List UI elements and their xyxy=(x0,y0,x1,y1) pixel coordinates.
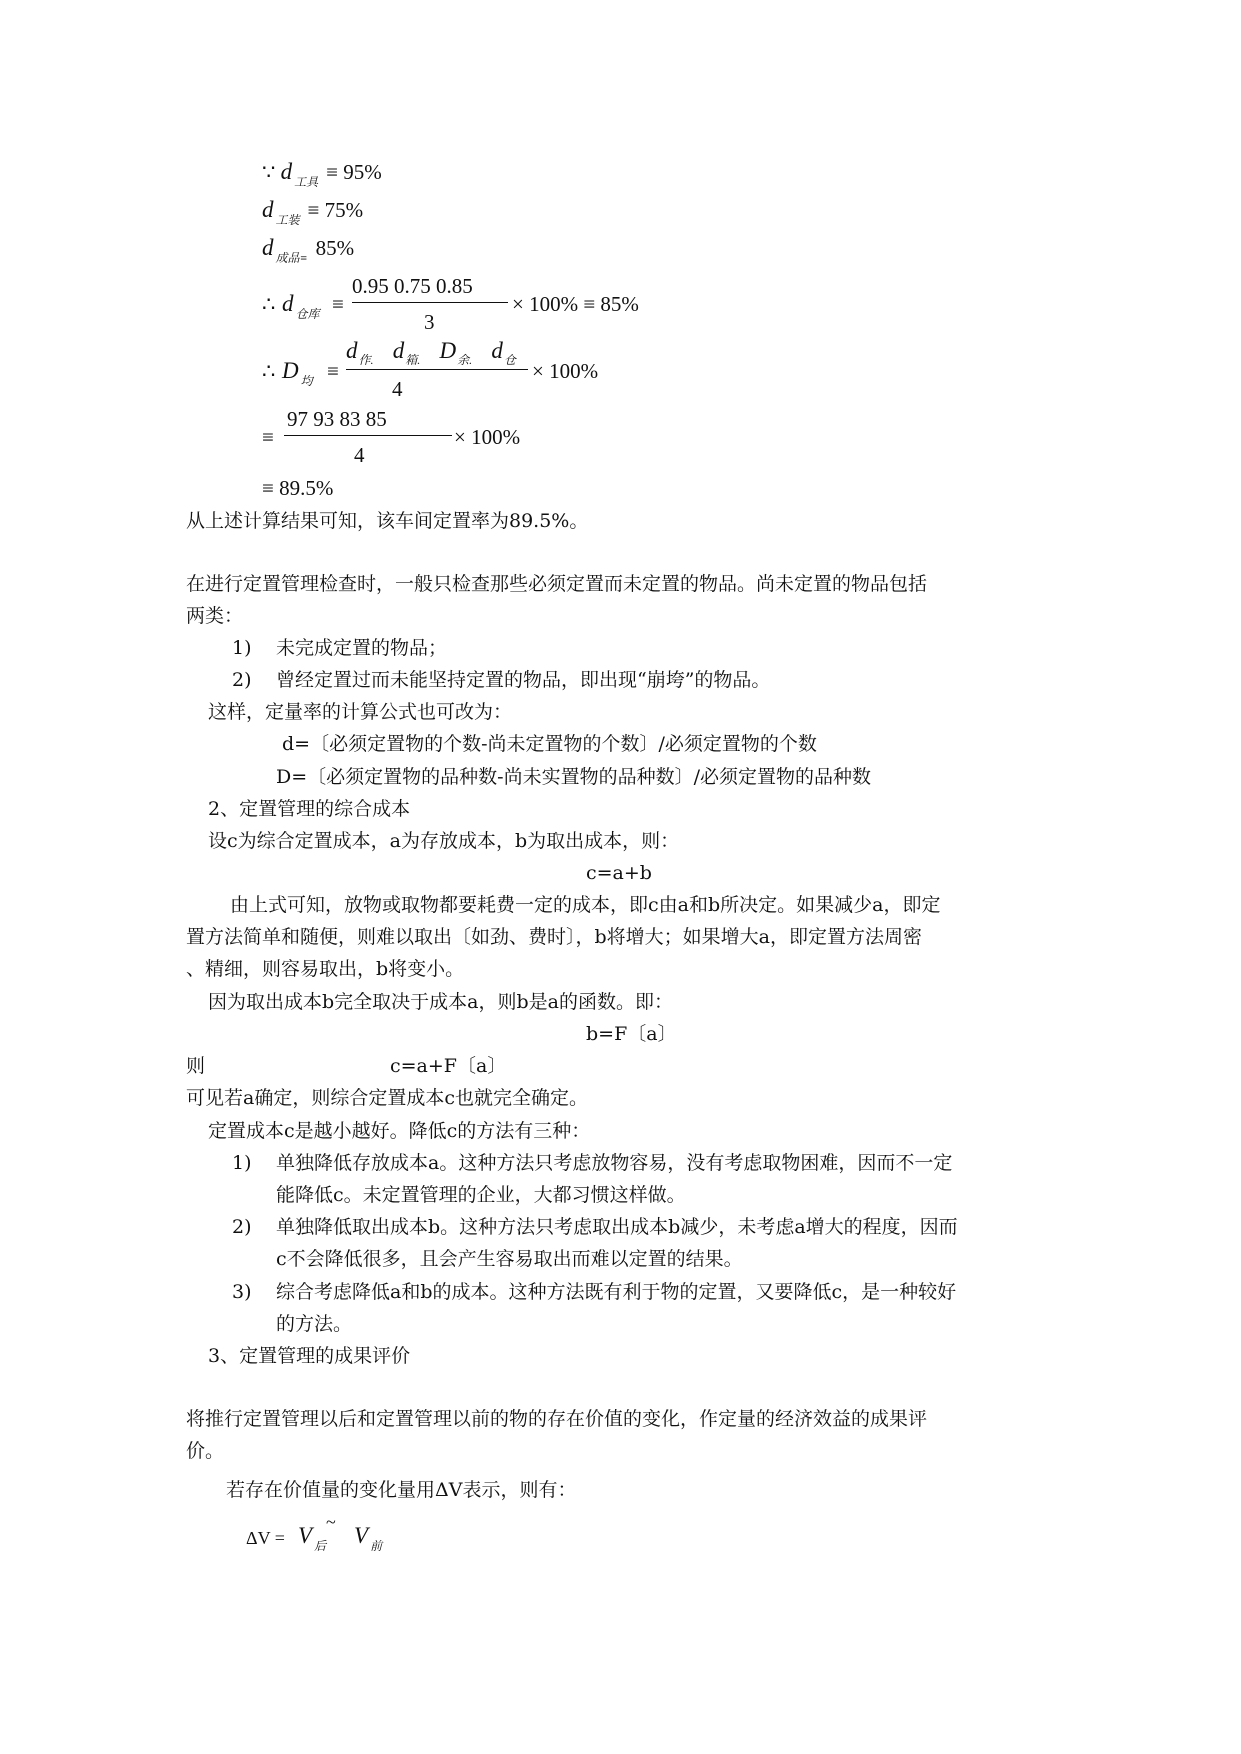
math-var: D xyxy=(282,358,299,383)
list-item: 的方法。 xyxy=(276,1313,353,1335)
fraction-bar xyxy=(284,435,452,436)
paragraph: 可见若a确定，则综合定置成本c也就完全确定。 xyxy=(186,1087,588,1109)
fraction-denominator: 3 xyxy=(424,310,435,334)
math-subscript: 仓库 xyxy=(295,307,320,321)
math-subscript: 工装 xyxy=(275,213,300,227)
paragraph: 价。 xyxy=(186,1440,225,1462)
math-value: 85% xyxy=(315,236,355,260)
tilde-symbol: ~ xyxy=(326,1512,336,1532)
list-item: 单独降低取出成本b。这种方法只考虑取出成本b减少，未考虑a增大的程度，因而 xyxy=(276,1216,958,1238)
math-value: × 100% xyxy=(532,359,599,383)
math-var: d xyxy=(262,235,274,260)
list-item: 综合考虑降低a和b的成本。这种方法既有利于物的定置，又要降低c，是一种较好 xyxy=(276,1281,957,1303)
math-subscript: 均 xyxy=(300,374,313,388)
fraction-numerator: 97 93 83 85 xyxy=(287,407,387,431)
math-line-6 xyxy=(262,407,662,473)
therefore-symbol: ∵ xyxy=(262,160,276,184)
therefore-symbol: ∴ xyxy=(262,359,276,383)
equation-label: 则 xyxy=(186,1055,206,1077)
math-subscript: 前 xyxy=(370,1539,383,1553)
list-item: 单独降低存放成本a。这种方法只考虑放物容易，没有考虑取物困难，因而不一定 xyxy=(276,1152,953,1174)
math-var: d xyxy=(282,291,294,316)
fraction-denominator: 4 xyxy=(354,443,365,467)
fraction-bar xyxy=(346,369,528,370)
math-line-4 xyxy=(262,274,662,340)
math-subscript: 成品≡ xyxy=(275,251,308,265)
list-number: 2) xyxy=(232,669,252,691)
paragraph: 由上式可知，放物或取物都要耗费一定的成本，即c由a和b所决定。如果减少a，即定 xyxy=(230,894,941,916)
list-number: 1) xyxy=(232,637,252,659)
paragraph: 将推行定置管理以后和定置管理以前的物的存在价值的变化，作定量的经济效益的成果评 xyxy=(186,1408,928,1430)
list-number: 1) xyxy=(232,1152,252,1174)
paragraph: 这样，定量率的计算公式也可改为： xyxy=(208,701,513,723)
math-var: V xyxy=(298,1523,313,1548)
math-var: d xyxy=(262,197,274,222)
math-subscript: 工具 xyxy=(294,175,319,189)
equation: c=a+b xyxy=(586,862,652,884)
math-line-3 xyxy=(262,234,354,265)
math-value: ≡ 75% xyxy=(307,198,364,222)
fraction-numerator: $d_{作.}$ $d_{箱.}$ $D_{余.}$ $d_仓$ xyxy=(346,338,516,367)
math-line-1 xyxy=(262,158,382,189)
paragraph: 因为取出成本b完全取决于成本a，则b是a的函数。即： xyxy=(208,991,673,1013)
math-equiv: ≡ xyxy=(332,292,344,316)
list-item: c不会降低很多，且会产生容易取出而难以定置的结果。 xyxy=(276,1248,743,1270)
formula: d=〔必须定置物的个数-尚未定置物的个数〕/必须定置物的个数 xyxy=(282,733,817,755)
math-var: V xyxy=(354,1523,369,1548)
paragraph: 在进行定置管理检查时，一般只检查那些必须定置而未定置的物品。尚未定置的物品包括 xyxy=(186,573,928,595)
list-item: 未完成定置的物品； xyxy=(276,637,448,659)
list-number: 2) xyxy=(232,1216,252,1238)
math-subscript: 后 xyxy=(314,1539,327,1553)
math-value: ≡ 95% xyxy=(326,160,382,184)
delta-v-lhs: ΔV = xyxy=(246,1528,285,1548)
math-value: × 100% xyxy=(454,425,521,449)
section-heading: 2、定置管理的综合成本 xyxy=(208,798,411,820)
paragraph: 、精细，则容易取出，b将变小。 xyxy=(186,958,465,980)
fraction-bar xyxy=(352,302,508,303)
math-value: ≡ 89.5% xyxy=(262,476,334,500)
delta-v-formula xyxy=(246,1512,446,1562)
equation: b=F〔a〕 xyxy=(586,1023,677,1045)
paragraph: 若存在价值量的变化量用ΔV表示，则有： xyxy=(226,1479,577,1501)
math-equiv: ≡ xyxy=(262,425,274,449)
math-line-5 xyxy=(262,338,662,407)
math-line-7 xyxy=(262,474,333,502)
formula: D=〔必须定置物的品种数-尚未实置物的品种数〕/必须定置物的品种数 xyxy=(276,766,871,788)
equation: c=a+F〔a〕 xyxy=(390,1055,507,1077)
list-number: 3) xyxy=(232,1281,252,1303)
paragraph: 从上述计算结果可知，该车间定置率为89.5%。 xyxy=(186,510,589,532)
list-item: 曾经定置过而未能坚持定置的物品，即出现“崩垮”的物品。 xyxy=(276,669,771,691)
fraction-denominator: 4 xyxy=(392,377,403,401)
paragraph: 两类： xyxy=(186,605,244,627)
therefore-symbol: ∴ xyxy=(262,292,276,316)
math-line-2 xyxy=(262,196,363,227)
math-equiv: ≡ xyxy=(327,359,339,383)
paragraph: 设c为综合定置成本，a为存放成本，b为取出成本，则： xyxy=(208,830,680,852)
paragraph: 定置成本c是越小越好。降低c的方法有三种： xyxy=(208,1120,591,1142)
list-item: 能降低c。未定置管理的企业，大都习惯这样做。 xyxy=(276,1184,686,1206)
paragraph: 置方法简单和随便，则难以取出〔如劲、费时〕，b将增大；如果增大a，即定置方法周密 xyxy=(186,926,922,948)
math-value: × 100% ≡ 85% xyxy=(512,292,639,316)
fraction-numerator: 0.95 0.75 0.85 xyxy=(352,274,473,298)
section-heading: 3、定置管理的成果评价 xyxy=(208,1345,411,1367)
math-var: d xyxy=(280,159,293,184)
